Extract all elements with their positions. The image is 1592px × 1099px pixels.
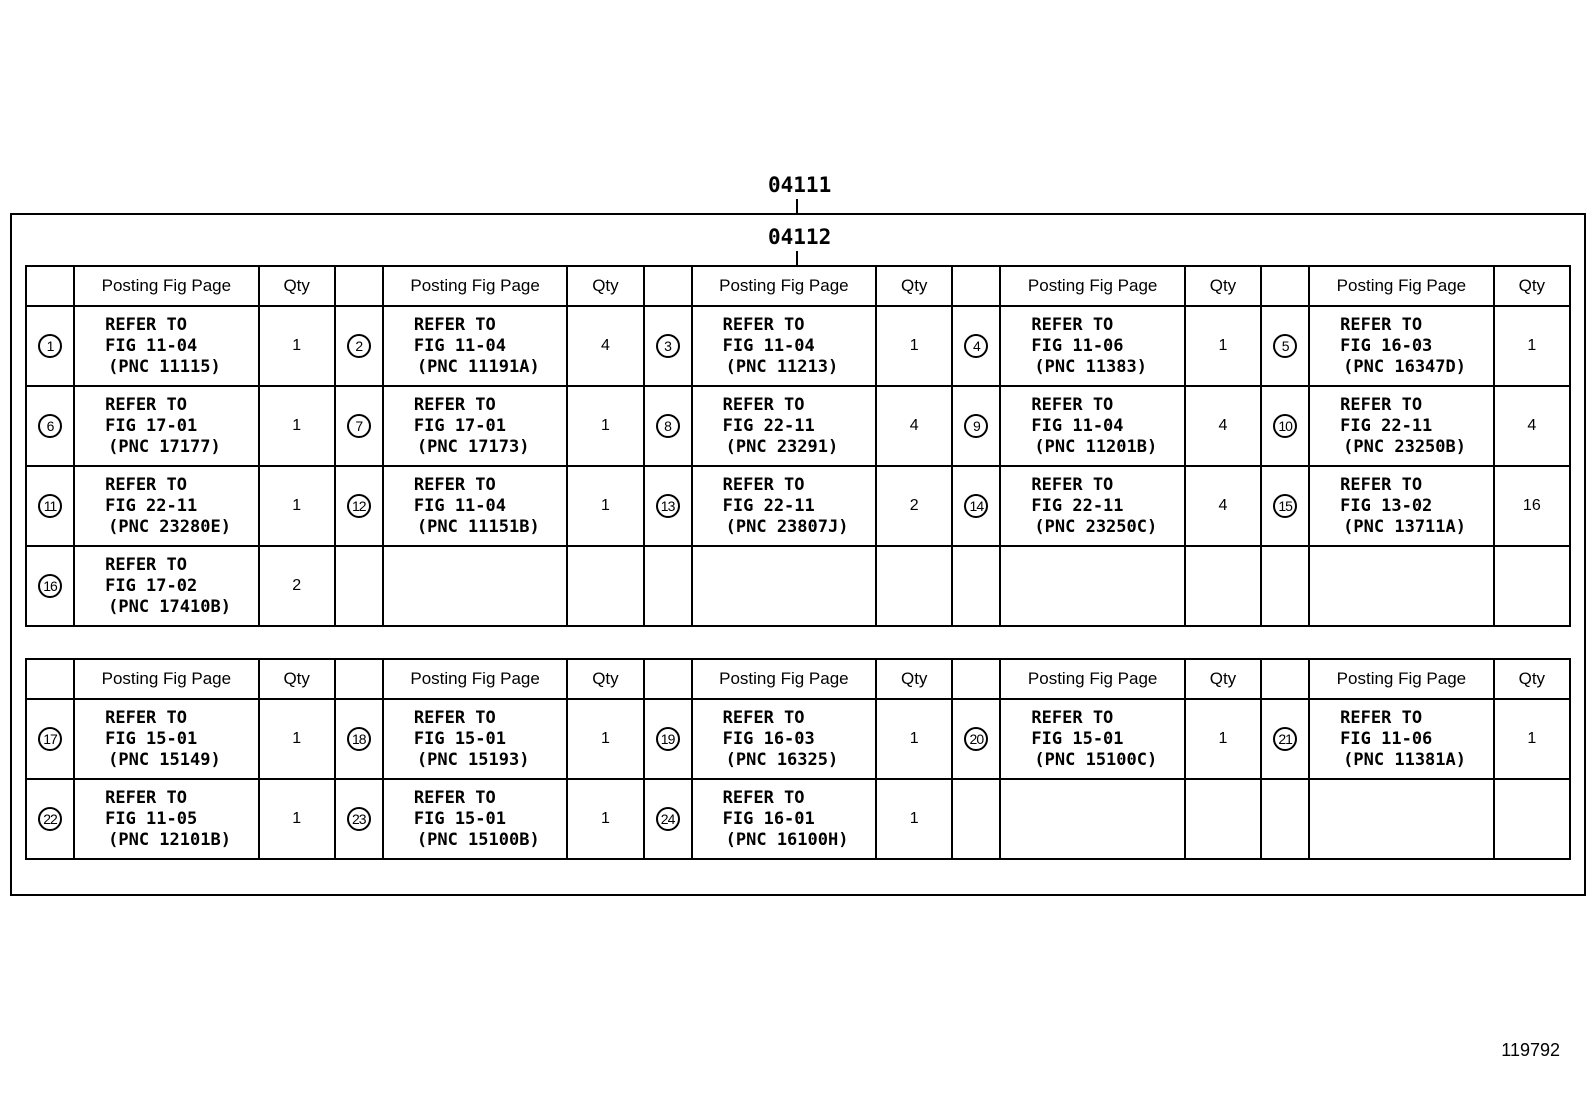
parts-table-2 [25, 658, 1571, 860]
fig-reference: FIG 16-01 [722, 808, 815, 829]
qty-cell: 1 [259, 466, 335, 546]
reference-cell [1000, 699, 1184, 779]
item-number-circle: 9 [964, 414, 988, 438]
pnc-reference: (PNC 13711A) [1343, 516, 1466, 537]
item-number-circle: 2 [347, 334, 371, 358]
fig-reference: FIG 16-03 [1340, 335, 1433, 356]
refer-to-text: REFER TO [105, 554, 187, 575]
qty-cell [567, 546, 643, 626]
item-number-cell [644, 386, 692, 466]
reference-cell [1309, 779, 1493, 859]
header-row [26, 659, 1570, 699]
table-row [26, 466, 1570, 546]
reference-cell [1309, 386, 1493, 466]
fig-reference: FIG 16-03 [722, 728, 815, 749]
header-qty: Qty [1185, 266, 1261, 306]
pnc-reference: (PNC 15100C) [1034, 749, 1158, 770]
reference-cell [692, 386, 876, 466]
pnc-reference: (PNC 15193) [416, 749, 530, 770]
header-number-cell [644, 266, 692, 306]
header-posting-fig-page: Posting Fig Page [383, 266, 567, 306]
refer-to-text: REFER TO [413, 707, 496, 728]
fig-reference: FIG 22-11 [722, 415, 815, 436]
fig-reference: FIG 22-11 [722, 495, 815, 516]
qty-cell: 1 [1185, 699, 1261, 779]
fig-reference: FIG 11-04 [413, 495, 506, 516]
item-number-circle: 23 [347, 807, 371, 831]
item-number-cell [952, 306, 1000, 386]
refer-to-text: REFER TO [1340, 394, 1423, 415]
table-row [26, 699, 1570, 779]
header-number-cell [26, 659, 74, 699]
pnc-reference: (PNC 11191A) [416, 356, 540, 377]
qty-cell: 1 [876, 779, 952, 859]
qty-cell: 2 [259, 546, 335, 626]
reference-cell [383, 306, 567, 386]
pnc-reference: (PNC 23250C) [1034, 516, 1158, 537]
reference-cell [1309, 306, 1493, 386]
pnc-reference: (PNC 15149) [108, 749, 221, 770]
item-number-cell [26, 546, 74, 626]
refer-to-text: REFER TO [413, 474, 496, 495]
reference-cell [1000, 779, 1184, 859]
refer-to-text: REFER TO [1340, 707, 1423, 728]
fig-reference: FIG 22-11 [1031, 495, 1124, 516]
assembly-label: 04111 [768, 173, 832, 197]
fig-reference: FIG 17-01 [105, 415, 198, 436]
item-number-circle: 11 [38, 494, 62, 518]
header-number-cell [952, 266, 1000, 306]
refer-to-text: REFER TO [722, 474, 805, 495]
header-qty: Qty [567, 266, 643, 306]
header-posting-fig-page: Posting Fig Page [1000, 266, 1184, 306]
item-number-cell [644, 546, 692, 626]
item-number-circle: 8 [656, 414, 680, 438]
header-qty: Qty [567, 659, 643, 699]
qty-cell: 1 [567, 699, 643, 779]
refer-to-text: REFER TO [413, 314, 496, 335]
refer-to-text: REFER TO [1031, 314, 1114, 335]
item-number-circle: 19 [656, 727, 680, 751]
item-number-cell [335, 466, 383, 546]
qty-cell: 1 [1185, 306, 1261, 386]
reference-cell [1000, 386, 1184, 466]
reference-cell [74, 699, 258, 779]
fig-reference: FIG 11-06 [1031, 335, 1124, 356]
header-number-cell [335, 266, 383, 306]
reference-cell [1309, 699, 1493, 779]
refer-to-text: REFER TO [722, 314, 805, 335]
fig-reference: FIG 11-05 [105, 808, 198, 829]
refer-to-text: REFER TO [105, 394, 187, 415]
item-number-circle: 7 [347, 414, 371, 438]
item-number-cell [1261, 466, 1309, 546]
header-posting-fig-page: Posting Fig Page [74, 659, 258, 699]
qty-cell [1494, 546, 1570, 626]
fig-reference: FIG 11-04 [722, 335, 815, 356]
qty-cell: 1 [259, 386, 335, 466]
reference-cell [383, 386, 567, 466]
qty-cell: 1 [259, 306, 335, 386]
pnc-reference: (PNC 16325) [725, 749, 839, 770]
item-number-cell [952, 546, 1000, 626]
table-row [26, 779, 1570, 859]
pnc-reference: (PNC 15100B) [416, 829, 540, 850]
reference-cell [692, 699, 876, 779]
reference-cell [692, 466, 876, 546]
fig-reference: FIG 11-06 [1340, 728, 1433, 749]
pnc-reference: (PNC 23250B) [1343, 436, 1466, 457]
subassembly-leader-line [796, 251, 798, 266]
pnc-reference: (PNC 11213) [725, 356, 839, 377]
item-number-circle: 10 [1273, 414, 1297, 438]
fig-reference: FIG 15-01 [413, 808, 506, 829]
pnc-reference: (PNC 23280E) [108, 516, 231, 537]
fig-reference: FIG 11-04 [105, 335, 198, 356]
reference-cell [383, 779, 567, 859]
qty-cell: 1 [1494, 306, 1570, 386]
fig-reference: FIG 22-11 [1340, 415, 1433, 436]
refer-to-text: REFER TO [722, 787, 805, 808]
item-number-cell [335, 779, 383, 859]
table-row [26, 306, 1570, 386]
item-number-cell [26, 466, 74, 546]
fig-reference: FIG 15-01 [413, 728, 506, 749]
header-number-cell [335, 659, 383, 699]
reference-cell [1309, 466, 1493, 546]
reference-cell [383, 466, 567, 546]
reference-cell [1000, 306, 1184, 386]
item-number-cell [26, 306, 74, 386]
reference-cell [74, 386, 258, 466]
item-number-cell [26, 779, 74, 859]
item-number-circle: 14 [964, 494, 988, 518]
qty-cell: 4 [567, 306, 643, 386]
reference-cell [1309, 546, 1493, 626]
pnc-reference: (PNC 17173) [416, 436, 530, 457]
header-posting-fig-page: Posting Fig Page [692, 266, 876, 306]
header-qty: Qty [876, 659, 952, 699]
header-posting-fig-page: Posting Fig Page [1000, 659, 1184, 699]
qty-cell: 1 [876, 306, 952, 386]
item-number-cell [335, 699, 383, 779]
reference-cell [1000, 466, 1184, 546]
diagram-id: 119792 [1501, 1040, 1560, 1060]
pnc-reference: (PNC 11201B) [1034, 436, 1158, 457]
qty-cell [876, 546, 952, 626]
item-number-cell [1261, 306, 1309, 386]
item-number-cell [952, 386, 1000, 466]
header-number-cell [1261, 659, 1309, 699]
header-posting-fig-page: Posting Fig Page [692, 659, 876, 699]
header-posting-fig-page: Posting Fig Page [1309, 659, 1493, 699]
header-number-cell [644, 659, 692, 699]
reference-cell [74, 546, 258, 626]
item-number-circle: 1 [38, 334, 62, 358]
qty-cell: 4 [876, 386, 952, 466]
qty-cell: 4 [1185, 386, 1261, 466]
header-posting-fig-page: Posting Fig Page [1309, 266, 1493, 306]
item-number-circle: 3 [656, 334, 680, 358]
item-number-cell [1261, 699, 1309, 779]
header-qty: Qty [259, 659, 335, 699]
pnc-reference: (PNC 23807J) [725, 516, 849, 537]
item-number-circle: 5 [1273, 334, 1297, 358]
item-number-cell [1261, 386, 1309, 466]
item-number-cell [644, 306, 692, 386]
refer-to-text: REFER TO [1340, 314, 1423, 335]
pnc-reference: (PNC 16100H) [725, 829, 849, 850]
item-number-circle: 22 [38, 807, 62, 831]
header-number-cell [1261, 266, 1309, 306]
item-number-circle: 13 [656, 494, 680, 518]
pnc-reference: (PNC 23291) [725, 436, 839, 457]
pnc-reference: (PNC 12101B) [108, 829, 231, 850]
item-number-cell [952, 779, 1000, 859]
item-number-cell [335, 546, 383, 626]
pnc-reference: (PNC 17177) [108, 436, 221, 457]
header-row [26, 266, 1570, 306]
item-number-cell [335, 386, 383, 466]
pnc-reference: (PNC 17410B) [108, 596, 231, 617]
table-row [26, 546, 1570, 626]
header-qty: Qty [1185, 659, 1261, 699]
header-number-cell [26, 266, 74, 306]
item-number-cell [644, 466, 692, 546]
item-number-cell [1261, 546, 1309, 626]
qty-cell: 1 [567, 466, 643, 546]
qty-cell [1185, 779, 1261, 859]
refer-to-text: REFER TO [722, 394, 805, 415]
header-qty: Qty [1494, 266, 1570, 306]
qty-cell [1185, 546, 1261, 626]
pnc-reference: (PNC 11151B) [416, 516, 540, 537]
item-number-circle: 24 [656, 807, 680, 831]
header-qty: Qty [259, 266, 335, 306]
refer-to-text: REFER TO [1031, 707, 1114, 728]
item-number-cell [26, 386, 74, 466]
refer-to-text: REFER TO [722, 707, 805, 728]
item-number-cell [644, 779, 692, 859]
fig-reference: FIG 11-04 [1031, 415, 1124, 436]
qty-cell [1494, 779, 1570, 859]
qty-cell: 1 [259, 699, 335, 779]
refer-to-text: REFER TO [1031, 474, 1114, 495]
item-number-cell [335, 306, 383, 386]
qty-cell: 1 [876, 699, 952, 779]
pnc-reference: (PNC 11383) [1034, 356, 1147, 377]
assembly-leader-line [796, 199, 798, 214]
header-qty: Qty [1494, 659, 1570, 699]
reference-cell [383, 699, 567, 779]
item-number-cell [1261, 779, 1309, 859]
fig-reference: FIG 15-01 [1031, 728, 1124, 749]
qty-cell: 1 [567, 779, 643, 859]
refer-to-text: REFER TO [105, 474, 187, 495]
item-number-circle: 4 [964, 334, 988, 358]
refer-to-text: REFER TO [105, 314, 187, 335]
parts-table-1 [25, 265, 1571, 627]
reference-cell [1000, 546, 1184, 626]
pnc-reference: (PNC 11115) [108, 356, 221, 377]
item-number-circle: 12 [347, 494, 371, 518]
subassembly-label: 04112 [768, 225, 832, 249]
item-number-circle: 17 [38, 727, 62, 751]
fig-reference: FIG 13-02 [1340, 495, 1433, 516]
reference-cell [74, 466, 258, 546]
item-number-cell [952, 466, 1000, 546]
refer-to-text: REFER TO [413, 787, 496, 808]
item-number-circle: 16 [38, 574, 62, 598]
refer-to-text: REFER TO [1340, 474, 1423, 495]
header-posting-fig-page: Posting Fig Page [383, 659, 567, 699]
item-number-circle: 15 [1273, 494, 1297, 518]
qty-cell: 16 [1494, 466, 1570, 546]
table-row [26, 386, 1570, 466]
reference-cell [383, 546, 567, 626]
header-posting-fig-page: Posting Fig Page [74, 266, 258, 306]
fig-reference: FIG 17-02 [105, 575, 198, 596]
refer-to-text: REFER TO [1031, 394, 1114, 415]
reference-cell [74, 306, 258, 386]
item-number-circle: 18 [347, 727, 371, 751]
reference-cell [692, 306, 876, 386]
qty-cell: 1 [259, 779, 335, 859]
pnc-reference: (PNC 11381A) [1343, 749, 1466, 770]
item-number-circle: 20 [964, 727, 988, 751]
header-number-cell [952, 659, 1000, 699]
item-number-circle: 21 [1273, 727, 1297, 751]
refer-to-text: REFER TO [105, 707, 187, 728]
item-number-cell [952, 699, 1000, 779]
reference-cell [692, 546, 876, 626]
reference-cell [74, 779, 258, 859]
header-qty: Qty [876, 266, 952, 306]
fig-reference: FIG 22-11 [105, 495, 198, 516]
reference-cell [692, 779, 876, 859]
qty-cell: 4 [1494, 386, 1570, 466]
item-number-cell [644, 699, 692, 779]
fig-reference: FIG 11-04 [413, 335, 506, 356]
refer-to-text: REFER TO [105, 787, 187, 808]
fig-reference: FIG 17-01 [413, 415, 506, 436]
qty-cell: 1 [1494, 699, 1570, 779]
pnc-reference: (PNC 16347D) [1343, 356, 1466, 377]
item-number-circle: 6 [38, 414, 62, 438]
qty-cell: 1 [567, 386, 643, 466]
qty-cell: 2 [876, 466, 952, 546]
item-number-cell [26, 699, 74, 779]
qty-cell: 4 [1185, 466, 1261, 546]
refer-to-text: REFER TO [413, 394, 496, 415]
fig-reference: FIG 15-01 [105, 728, 198, 749]
